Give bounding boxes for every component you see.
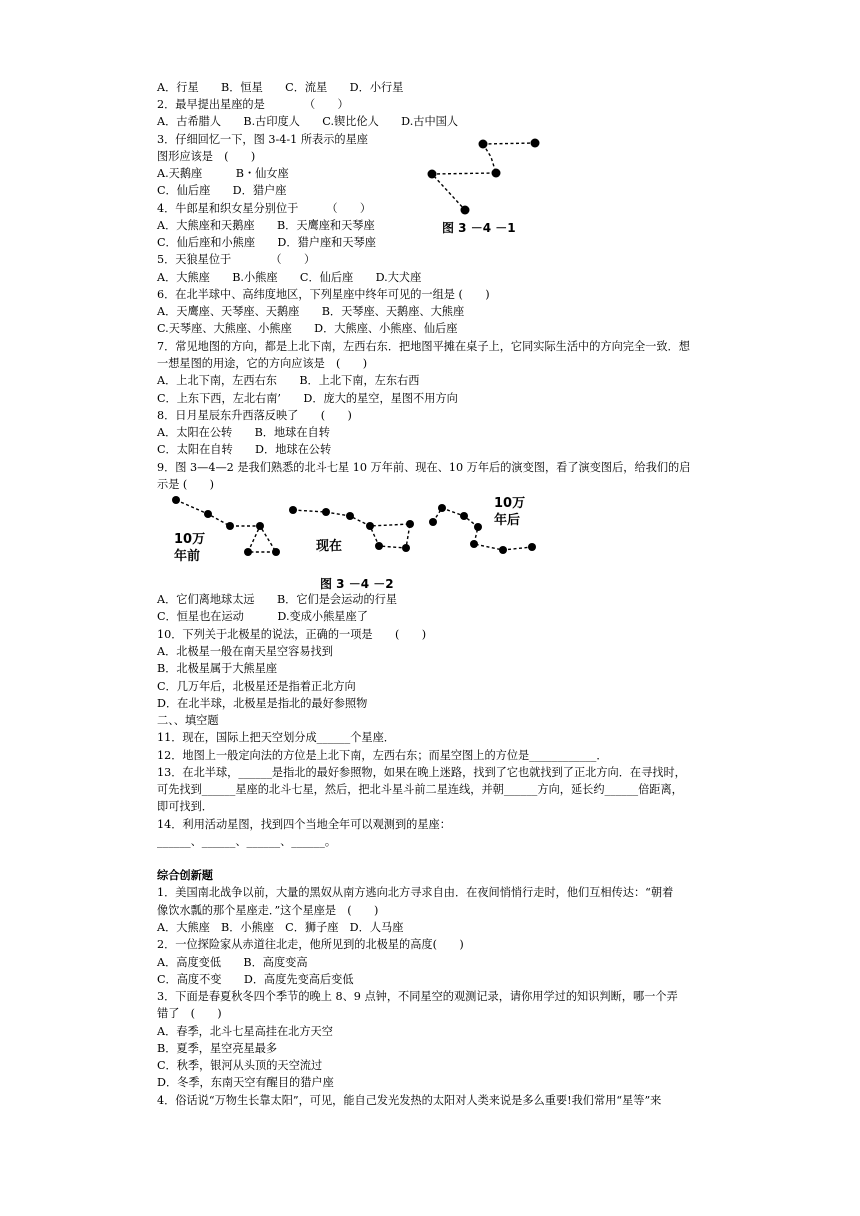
question-9-options-ab: A．它们离地球太远 B．它们是会运动的行星 [157,593,398,606]
question-10-option-a: A．北极星一般在南天星空容易找到 [157,645,333,658]
innovation-question-2-options-ab: A．高度变低 B．高度变高 [157,956,308,969]
question-6-options-cd: C.天琴座、大熊座、小熊座 D．大熊座、小熊座、仙后座 [157,322,458,335]
star [402,544,410,552]
star [499,546,507,554]
star [346,512,354,520]
star [375,542,383,550]
question-12: 12．地图上一般定向法的方位是上北下南，左西右东；而星空图上的方位是____________． [157,749,608,762]
innovation-question-2-options-cd: C．高度不变 D．高度先变高后变低 [157,973,354,986]
question-7-options-ab: A．上北下南，左西右东 B．上北下南，左东右西 [157,374,420,387]
star [429,518,437,526]
section-innovation-heading: 综合创新题 [157,869,213,882]
question-13-cont: 可先找到______星座的北斗七星，然后，把北斗星斗前二星连线，并朝______方向，延长约______倍距离， [157,783,683,796]
star [289,506,297,514]
question-9-options-cd: C．恒星也在运动 D.变成小熊星座了 [157,610,368,623]
dipper-100k-years-later [429,496,536,554]
label-100k-ago-line1: 10万 [174,532,206,547]
star [172,496,180,504]
question-9-cont: 示是 ( ) [157,478,215,491]
question-13-end: 即可找到． [157,800,213,813]
star [460,512,468,520]
question-10: 10．下列关于北极星的说法，正确的一项是 ( ) [157,628,427,641]
star [204,510,212,518]
question-4: 4．牛郎星和织女星分别位于 （ ） [157,202,372,215]
question-7-options-cd: C．上东下西，左北右南’ D．庞大的星空，星图不用方向 [157,392,458,405]
question-2-options: A．古希腊人 B.古印度人 C.锲比伦人 D.古中国人 [157,115,459,128]
innovation-question-3-option-b: B．夏季，星空亮星最多 [157,1042,278,1055]
question-7: 7．常见地图的方向，都是上北下南，左西右东．把地图平摊在桌子上，它同实际生活中的方向完全一致．想 [157,340,690,353]
star [406,520,414,528]
star [272,548,280,556]
star [322,508,330,516]
question-9: 9．图 3—4—2 是我们熟悉的北斗七星 10 万年前、现在、10 万年后的演变图，看了演变图后，给我们的启 [157,461,691,474]
star [244,548,252,556]
innovation-question-1: 1．美国南北战争以前，大量的黑奴从南方逃向北方寻求自由．在夜间悄悄行走时，他们互相传达：“朝着 [157,886,674,899]
question-5: 5．天狼星位于 （ ） [157,253,316,266]
label-100k-ago-line2: 年前 [174,549,201,564]
innovation-question-2: 2．一位探险家从赤道往北走，他所见到的北极星的高度( ) [157,938,464,951]
question-11: 11．现在，国际上把天空划分成______个星座． [157,731,395,744]
question-10-option-b: B．北极星属于大熊星座 [157,662,278,675]
label-now: 现在 [316,539,343,554]
question-8-options-ab: A．太阳在公转 B．地球在自转 [157,426,330,439]
question-6-options-ab: A．天鹰座、天琴座、天鹅座 B．天琴座、天鹅座、大熊座 [157,305,465,318]
innovation-question-3-option-d: D．冬季，东南天空有醒目的猎户座 [157,1076,334,1089]
star-2 [531,139,540,148]
question-1-options: A．行星 B．恒星 C．流星 D．小行星 [157,81,404,94]
dipper-100k-years-ago [172,496,280,564]
star [470,540,478,548]
figure-3-4-1-constellation [425,130,555,240]
innovation-question-1-options: A．大熊座 B．小熊座 C．狮子座 D．人马座 [157,921,404,934]
question-3-cont: 图形应该是 ( ) [157,150,256,163]
figure-3-4-1-caption: 图 3 －4 －1 [442,221,516,235]
star [256,522,264,530]
question-3-options-cd: C．仙后座 D．猎户座 [157,184,287,197]
question-14: 14．利用活动星图，找到四个当地全年可以观测到的星座： [157,818,451,831]
question-6: 6．在北半球中、高纬度地区，下列星座中终年可见的一组是 ( ) [157,288,490,301]
constellation-line-top [483,143,535,144]
question-10-option-c: C．几万年后，北极星还是指着正北方向 [157,680,356,693]
star [474,523,482,531]
figure-3-4-2-caption: 图 3 －4 －2 [320,577,394,591]
star [438,504,446,512]
question-4-options-cd: C．仙后座和小熊座 D．猎户座和天琴座 [157,236,376,249]
question-14-blanks: ______、______、______、______。 [157,835,337,848]
section-fill-blank-heading: 二、、填空题 [157,714,219,727]
star-1 [479,140,488,149]
innovation-question-3-option-c: C．秋季，银河从头顶的天空流过 [157,1059,323,1072]
innovation-question-1-cont: 像饮水瓢的那个星座走．”这个星座是 ( ) [157,904,379,917]
question-4-options-ab: A．大熊座和天鹅座 B．天鹰座和天琴座 [157,219,375,232]
label-100k-later-line1: 10万 [494,496,526,511]
question-3-options-ab: A.天鹅座 B・仙女座 [157,167,289,180]
question-2: 2．最早提出星座的是 （ ） [157,98,349,111]
star-4 [428,170,437,179]
question-5-options: A．大熊座 B.小熊座 C．仙后座 D.大犬座 [157,271,422,284]
innovation-question-4: 4．俗话说“万物生长靠太阳”，可见，能自己发光发热的太阳对人类来说是多么重要!我们常用“星等”来 [157,1094,662,1107]
star [528,543,536,551]
innovation-question-3: 3．下面是春夏秋冬四个季节的晚上 8、9 点钟，不同星空的观测记录，请你用学过的知识判断，哪一个弄 [157,990,678,1003]
question-8: 8．日月星辰东升西落反映了 ( ) [157,409,352,422]
question-8-options-cd: C．太阳在自转 D．地球在公转 [157,443,332,456]
star [366,522,374,530]
figure-3-4-2-big-dipper-evolution [168,490,548,595]
constellation-lines [432,144,496,210]
innovation-question-3-option-a: A．春季，北斗七星高挂在北方天空 [157,1025,333,1038]
dipper-now [289,506,414,554]
star [226,522,234,530]
question-10-option-d: D．在北半球，北极星是指北的最好参照物 [157,697,368,710]
question-13: 13．在北半球，______是指北的最好参照物，如果在晚上迷路，找到了它也就找到了正北方向．在寻找时， [157,766,686,779]
question-3: 3．仔细回忆一下，图 3-4-1 所表示的星座 [157,133,368,146]
question-7-cont: 一想星图的用途，它的方向应该是 ( ) [157,357,368,370]
star-3 [492,169,501,178]
innovation-question-3-cont: 错了 ( ) [157,1007,222,1020]
label-100k-later-line2: 年后 [494,513,521,528]
star-5 [461,206,470,215]
